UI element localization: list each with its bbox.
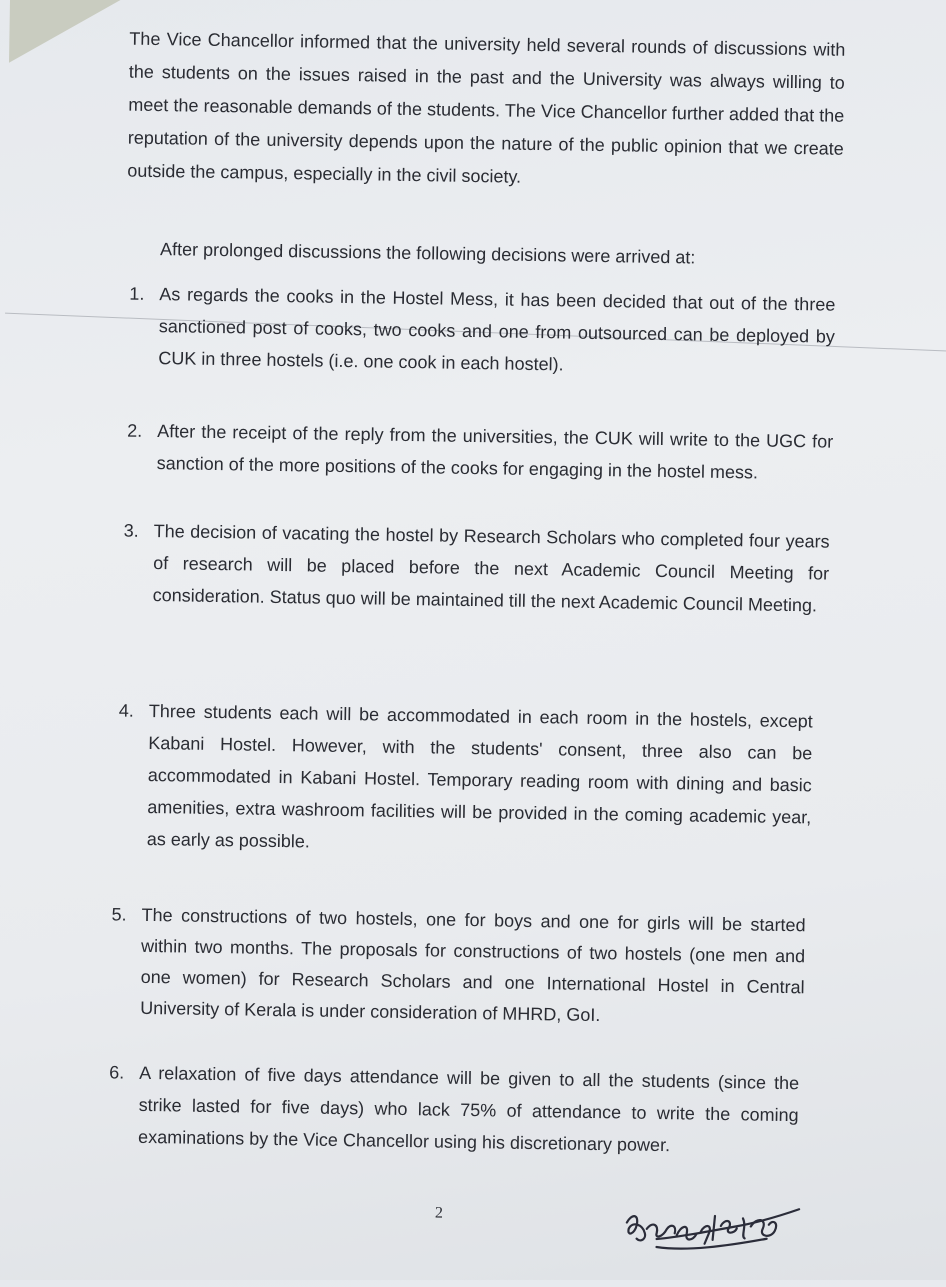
handwritten-signature xyxy=(616,1194,807,1267)
decision-item xyxy=(122,515,829,622)
decision-item xyxy=(108,1056,799,1163)
decision-number: 1. xyxy=(129,283,145,304)
intro-paragraph: The Vice Chancellor informed that the university held several rounds of discussions with the students on the issues raised in the past and the University was always willing to meet the reasonable demands of the students. The Vice Chancellor further added that the reputation of the university depends upon the nature of the public opinion that we create outside the campus, especially in the civil society. xyxy=(127,28,846,187)
decision-item xyxy=(117,694,813,865)
decision-text: After the receipt of the reply from the universities, the CUK will write to the UGC for sanction of the more positions of the cooks for engaging in the hostel mess. xyxy=(156,421,834,483)
decision-text: Three students each will be accommodated in each room in the hostels, except Kabani Hostel. However, with the students' consent, three also can be accommodated in Kabani Hostel. Temporary reading room with dining and basic amenities, extra washroom facilities will be provided in the coming academic year, as early as possible. xyxy=(146,700,813,852)
decision-text: The decision of vacating the hostel by Research Scholars who completed four years of research will be placed before the next Academic Council Meeting for consideration. Status quo will be maintained till the next Academic Council Meeting. xyxy=(152,521,830,616)
decision-number: 3. xyxy=(123,520,139,541)
decision-number: 2. xyxy=(127,420,143,441)
decision-item xyxy=(126,415,833,490)
decision-number: 4. xyxy=(118,700,135,721)
decision-item xyxy=(128,278,835,385)
decision-text: A relaxation of five days attendance will be given to all the students (since the strike lasted for five days) who lack 75% of attendance to write the coming examinations by the Vice Chancellor using his discretionary power. xyxy=(137,1062,800,1156)
page-corner-shadow xyxy=(9,0,130,65)
decision-number: 5. xyxy=(111,904,127,925)
decision-number: 6. xyxy=(109,1062,125,1083)
decision-item xyxy=(110,899,806,1034)
decisions-lead-in: After prolonged discussions the following decisions were arrived at: xyxy=(159,239,696,268)
decision-text: The constructions of two hostels, one for boys and one for girls will be started within two months. The proposals for constructions of two hostels (one men and one women) for Research Scholars and one International Hostel in Central University of Kerala is under consideration of MHRD, GoI. xyxy=(140,904,806,1026)
page-number: 2 xyxy=(434,1204,444,1222)
decision-text: As regards the cooks in the Hostel Mess, it has been decided that out of the three sanctioned post of cooks, two cooks and one from outsourced can be deployed by CUK in three hostels (i.e. one cook in each hostel). xyxy=(158,284,836,375)
